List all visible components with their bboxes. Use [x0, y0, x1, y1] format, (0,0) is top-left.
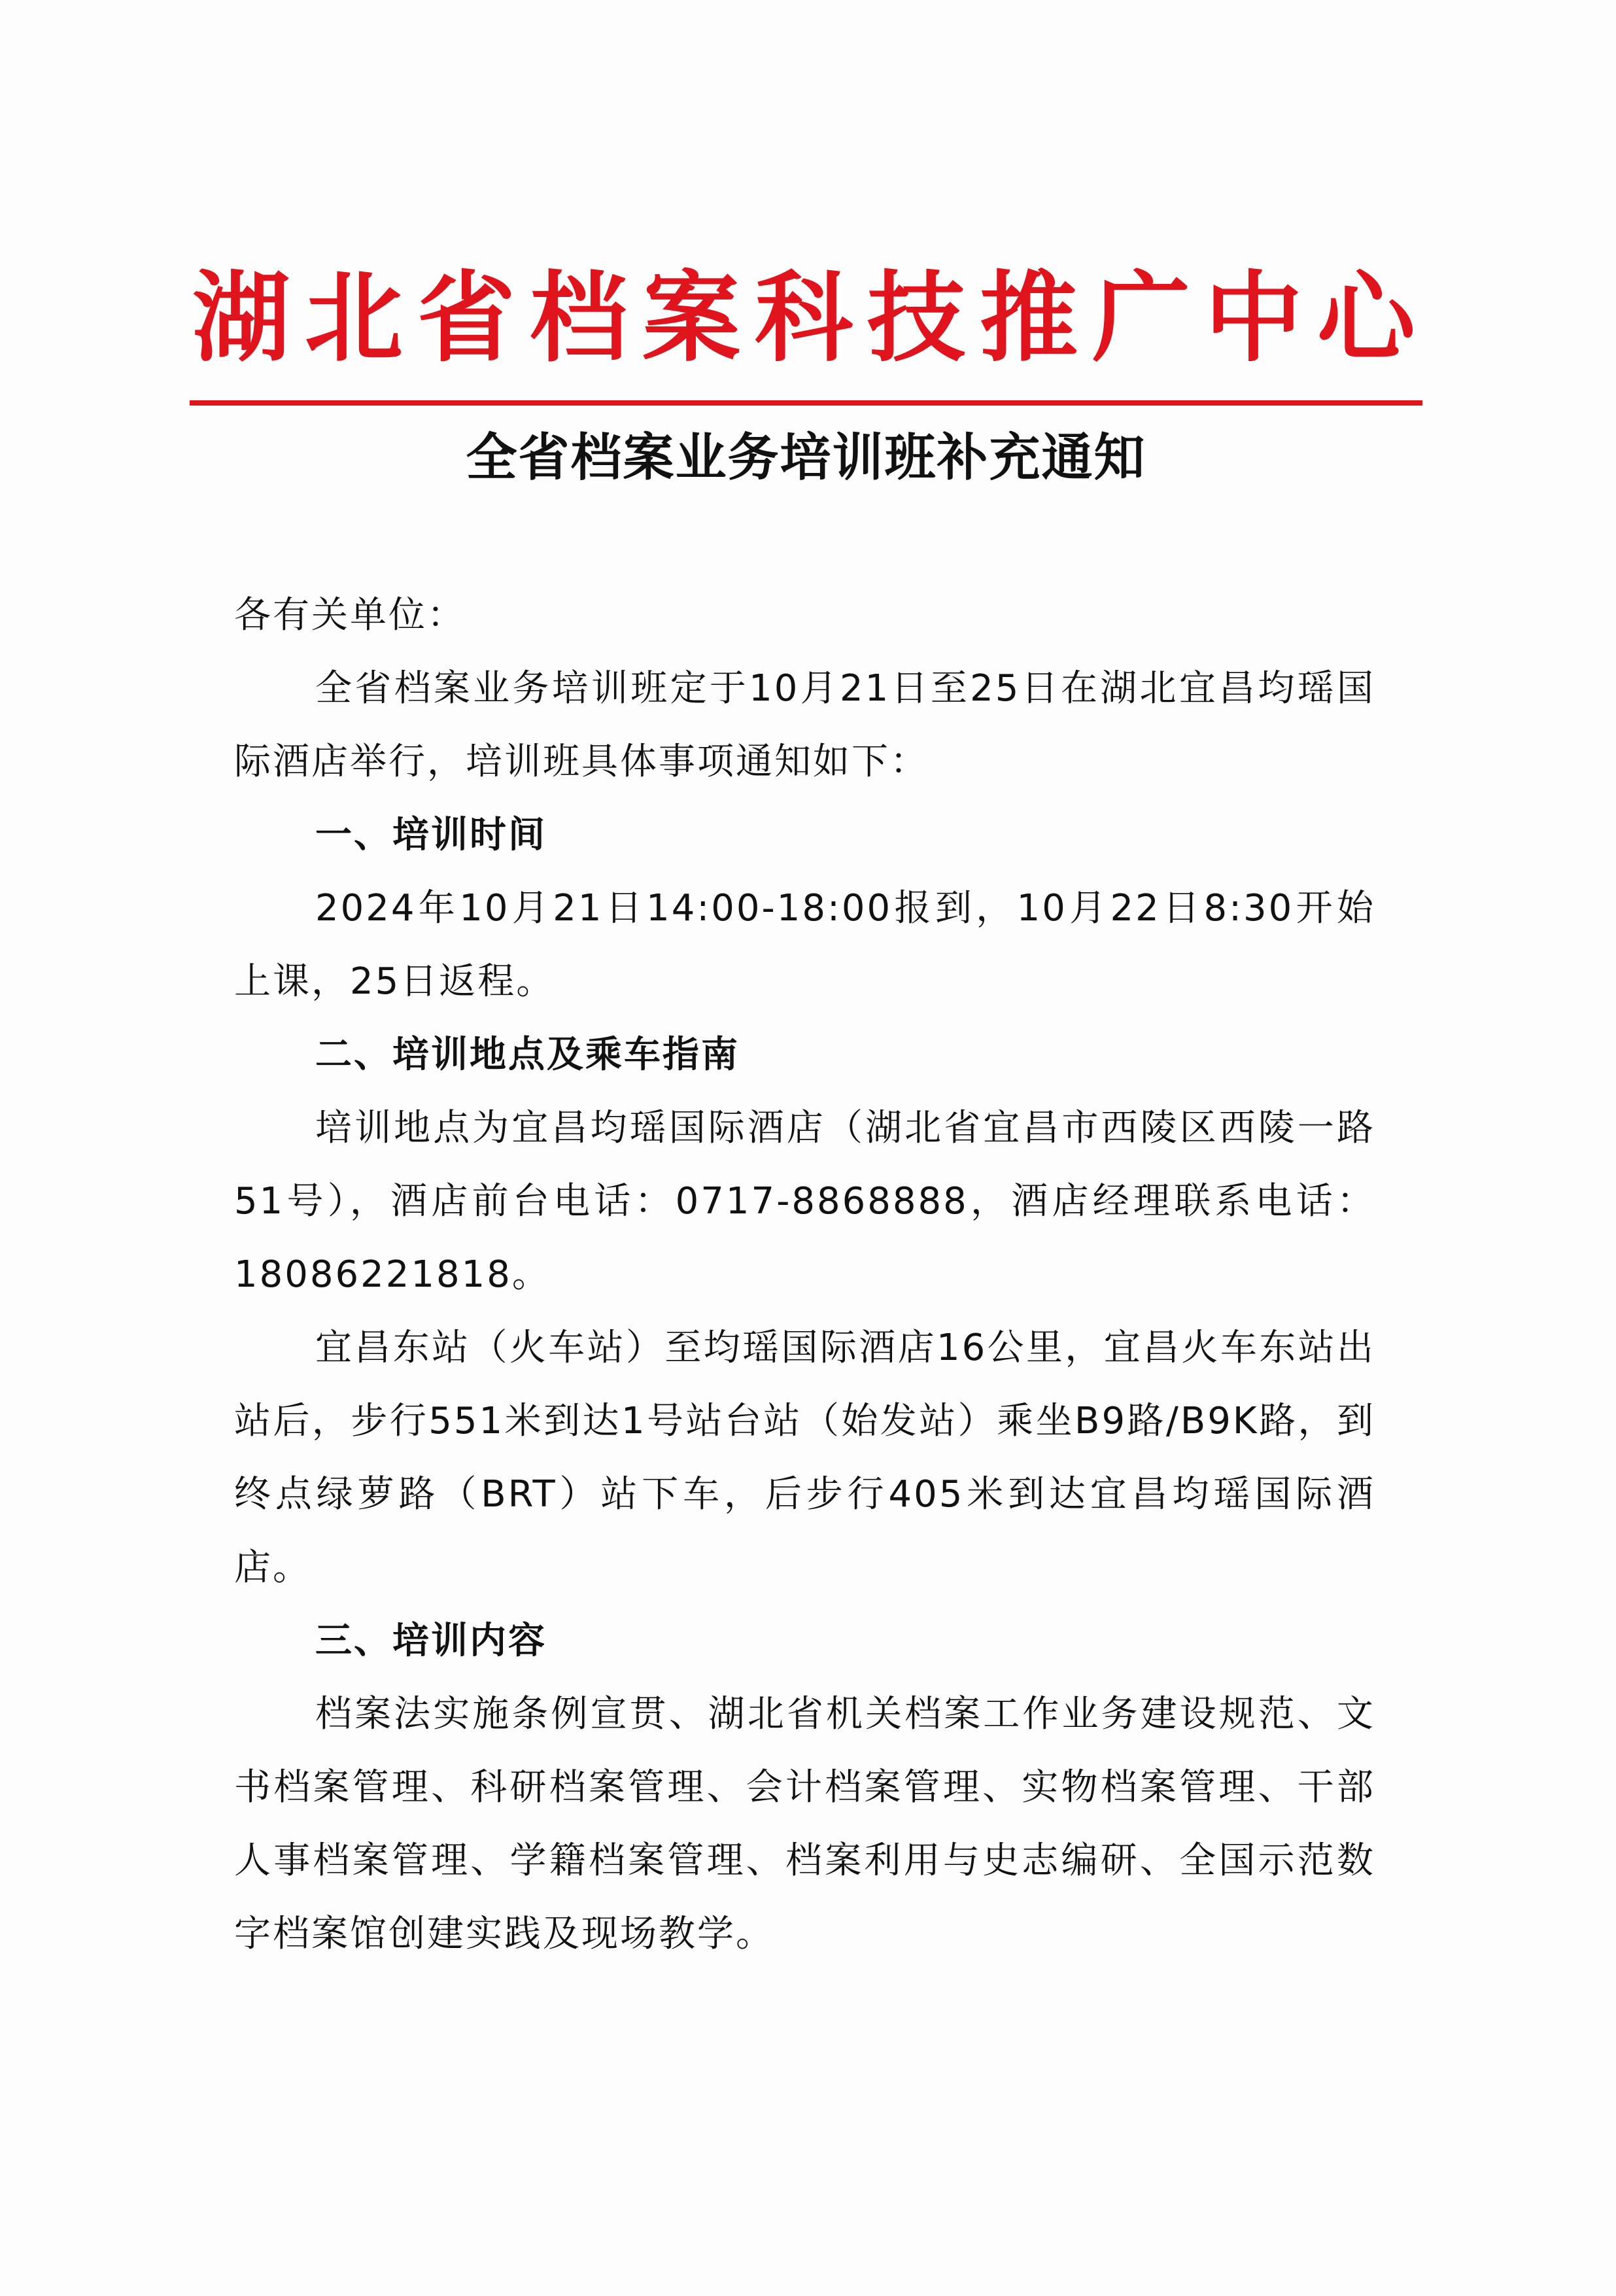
intro-paragraph: 全省档案业务培训班定于10月21日至25日在湖北宜昌均瑶国际酒店举行，培训班具体事项通知如下： [234, 667, 1375, 783]
section-heading-time: 一、培训时间 [315, 814, 547, 856]
letterhead-red-rule [190, 400, 1422, 406]
section-paragraph-location: 培训地点为宜昌均瑶国际酒店（湖北省宜昌市西陵区西陵一路51号），酒店前台电话：0717-8868888，酒店经理联系电话：18086221818。 [234, 1107, 1375, 1296]
notice-title: 全省档案业务培训班补充通知 [466, 428, 1146, 487]
section-heading-location: 二、培训地点及乘车指南 [315, 1034, 740, 1076]
letterhead-org-name: 湖北省档案科技推广中心 [192, 260, 1430, 375]
salutation: 各有关单位： [234, 594, 466, 636]
notice-body [234, 579, 1375, 1971]
section-paragraph-transport: 宜昌东站（火车站）至均瑶国际酒店16公里，宜昌火车东站出站后，步行551米到达1号站台站（始发站）乘坐B9路/B9K路，到终点绿萝路（BRT）站下车，后步行405米到达宜昌均瑶国际酒店。 [234, 1327, 1375, 1589]
section-paragraph-content: 档案法实施条例宣贯、湖北省机关档案工作业务建设规范、文书档案管理、科研档案管理、会计档案管理、实物档案管理、干部人事档案管理、学籍档案管理、档案利用与史志编研、全国示范数字档案馆创建实践及现场教学。 [234, 1693, 1375, 1955]
section-paragraph-time: 2024年10月21日14:00-18:00报到，10月22日8:30开始上课，25日返程。 [234, 887, 1375, 1003]
section-heading-content: 三、培训内容 [315, 1620, 547, 1662]
